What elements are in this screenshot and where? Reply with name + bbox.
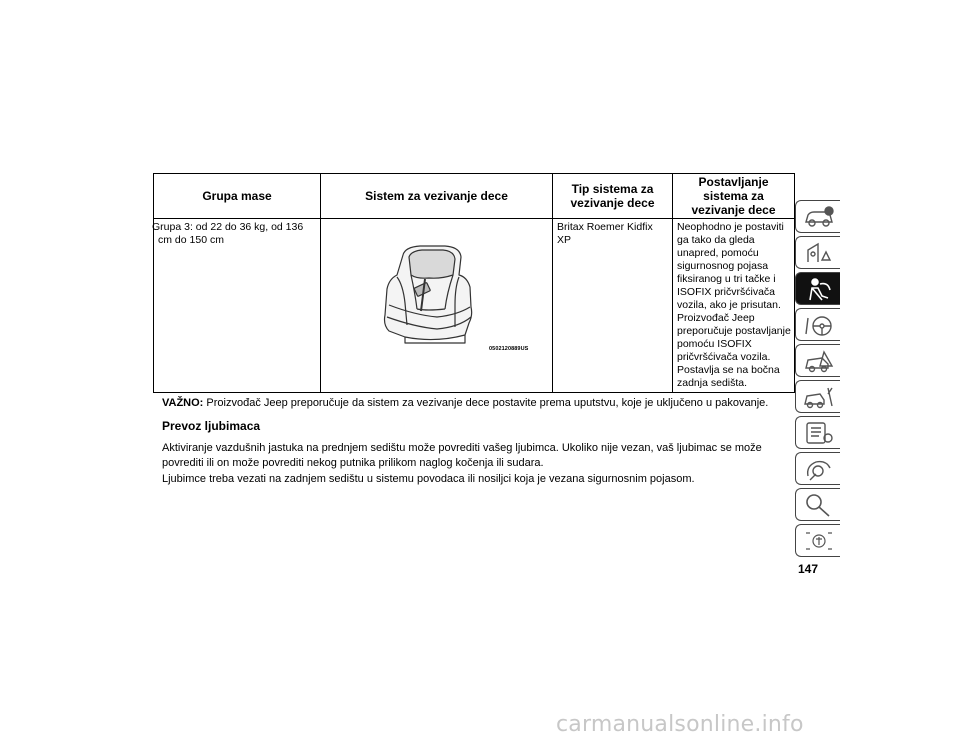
page-number: 147 [798,562,819,576]
section-paragraph-1: Aktiviranje vazdušnih jastuka na prednjem sedištu može povrediti vašeg ljubimca. Ukoliko nije vezan, vaš ljubimac se može povrediti ili on može povrediti nekog putnika prilikom naglog kočenja ili sudara. [162,442,762,469]
tab-emergency[interactable] [795,344,840,377]
search-index-icon [802,492,836,518]
tab-driving[interactable] [795,308,840,341]
section-heading: Prevoz ljubimaca [162,419,261,433]
tab-multimedia[interactable] [795,452,840,485]
tab-car-info[interactable] [795,200,840,233]
cell-restraint-type: Britax Roemer Kidfix XP [553,219,673,393]
multimedia-icon [802,456,836,482]
languages-icon [802,528,836,554]
header-restraint-system: Sistem za vezivanje dece [321,174,553,219]
safety-airbag-icon [802,276,836,302]
tab-dashboard-warnings[interactable] [795,236,840,269]
child-booster-seat-illustration [375,245,485,347]
tab-index[interactable] [795,488,840,521]
cell-installation: Neophodno je postaviti ga tako da gleda unapred, pomoću sigurnosnog pojasa fiksiranog u tri tačke i ISOFIX pričvršćivača vozila, ako je prisutan. Proizvođač Jeep preporučuje postavljanje pomoću ISOFIX pričvršćivača vozila. Postavlja se na bočna zadnja sedišta. [673,219,795,393]
tab-specifications[interactable] [795,416,840,449]
header-mass-group: Grupa mase [154,174,321,219]
cell-restraint-image [321,219,553,393]
tab-languages[interactable] [795,524,840,557]
technical-specs-icon [802,420,836,446]
tab-safety[interactable] [795,272,840,305]
header-restraint-type: Tip sistema za vezivanje dece [553,174,673,219]
car-info-icon [802,204,836,230]
section-paragraph-2: Ljubimce treba vezati na zadnjem sedištu u sistemu povodaca ili nosiljci koja je vezana sigurnosnim pojasom. [162,473,695,485]
tab-service[interactable] [795,380,840,413]
service-maintenance-icon [802,384,836,410]
important-note [162,397,802,409]
note-label: VAŽNO: [162,397,204,409]
header-installation: Postavljanje sistema za vezivanje dece [673,174,795,219]
steering-wheel-icon [802,312,836,338]
watermark: carmanualsonline.info [556,712,804,737]
image-reference-code: 0502120889US [489,346,529,352]
table-row [154,219,795,393]
dashboard-warning-icon [802,240,836,266]
child-restraint-table [153,173,795,393]
roadside-emergency-icon [802,348,836,374]
note-text: Proizvođač Jeep preporučuje da sistem za vezivanje dece postavite prema uputstvu, koje je uključeno u pakovanje. [206,397,769,409]
cell-mass-group: Grupa 3: od 22 do 36 kg, od 136 cm do 150 cm [154,219,321,393]
table-header-row [154,174,795,219]
